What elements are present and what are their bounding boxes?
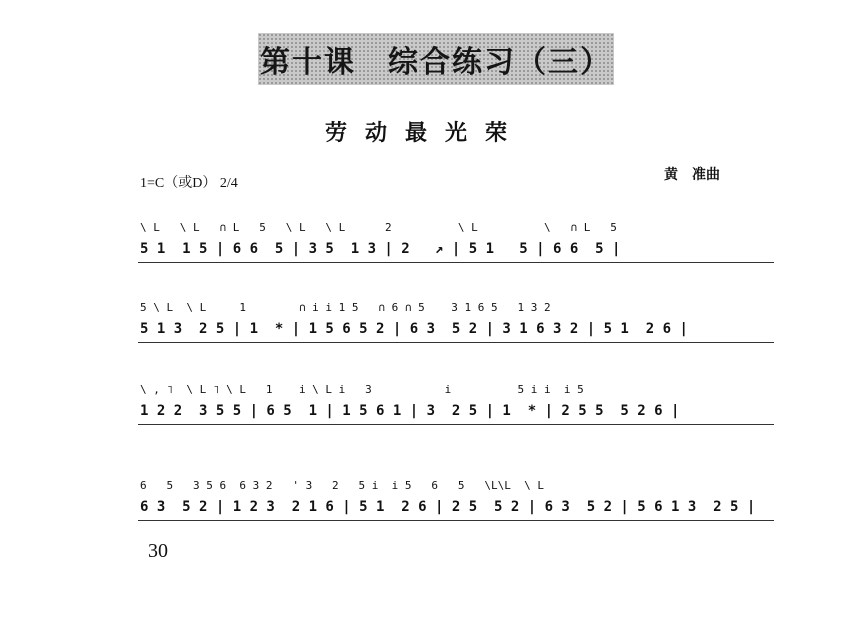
- jianpu-notes: 5 1 3 2 5 | 1 * | 1 5 6 5 2 | 6 3 5 2 | 3 1 6 3 2 | 5 1 2 6 |: [140, 321, 688, 337]
- underline-rule: [138, 342, 774, 343]
- lesson-title-banner: [258, 33, 614, 85]
- jianpu-notes: 6 3 5 2 | 1 2 3 2 1 6 | 5 1 2 6 | 2 5 5 2 | 6 3 5 2 | 5 6 1 3 2 5 |: [140, 499, 756, 515]
- composer-credit: 黄 准曲: [664, 167, 720, 183]
- score-line: [130, 292, 780, 352]
- fingering-marks: \ L \ L ∩ L 5 \ L \ L 2 \ L \ ∩ L 5: [140, 221, 617, 234]
- fingering-marks: 6 5 3 5 6 6 3 2 ' 3 2 5 i i 5 6 5 \L\L \ L: [140, 479, 544, 492]
- underline-rule: [138, 424, 774, 425]
- fingering-marks: 5 \ L \ L 1 ∩ i i 1 5 ∩ 6 ∩ 5 3 1 6 5 1 3 2: [140, 301, 551, 314]
- song-title: 劳动最光荣: [324, 121, 525, 146]
- underline-rule: [138, 520, 774, 521]
- page-number: 30: [148, 540, 168, 562]
- key-signature: 1=C（或D） 2/4: [140, 176, 238, 191]
- jianpu-notes: 1 2 2 3 5 5 | 6 5 1 | 1 5 6 1 | 3 2 5 | 1 * | 2 5 5 5 2 6 |: [140, 403, 680, 419]
- underline-rule: [138, 262, 774, 263]
- score-line: [130, 470, 780, 530]
- fingering-marks: \ , ˥ \ L ˥ \ L 1 i \ L i 3 i 5 i i i 5: [140, 383, 584, 396]
- score-line: [130, 374, 780, 434]
- jianpu-notes: 5 1 1 5 | 6 6 5 | 3 5 1 3 | 2 ↗ | 5 1 5 | 6 6 5 |: [140, 241, 621, 257]
- score-line: [130, 212, 780, 272]
- lesson-title: 第十课 综合练习（三）: [260, 45, 612, 80]
